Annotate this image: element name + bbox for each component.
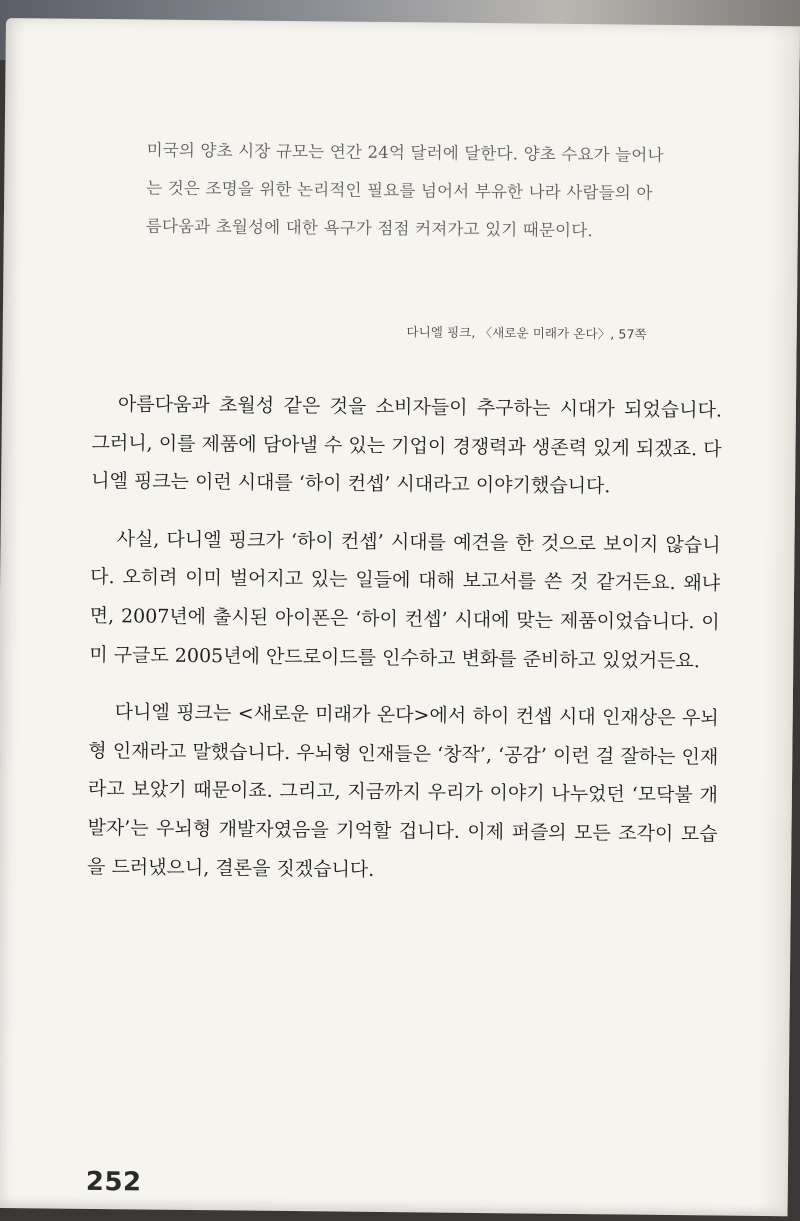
page-number: 252 [85,1166,142,1198]
epigraph-quote [146,131,667,250]
quote-text: 미국의 양초 시장 규모는 연간 24억 달러에 달한다. 양초 수요가 늘어나는 것은 조명을 위한 논리적인 필요를 넘어서 부유한 나라 사람들의 아름다움과 초월성에 대한 욕구가 점점 커져가고 있기 때문이다. [145,140,664,241]
body-text [87,385,722,912]
quote-source: 다니엘 핑크, 〈새로운 미래가 온다〉, 57쪽 [406,324,647,342]
book-page [0,18,800,1216]
paragraph: 아름다움과 초월성 같은 것을 소비자들이 추구하는 시대가 되었습니다. 그러니, 이를 제품에 담아낼 수 있는 기업이 경쟁력과 생존력 있게 되겠죠. 다니엘 핑크는 이런 시대를 ‘하이 컨셉’ 시대라고 이야기했습니다. [91,393,723,498]
paragraph: 다니엘 핑크는 <새로운 미래가 온다>에서 하이 컨셉 시대 인재상은 우뇌형 인재라고 말했습니다. 우뇌형 인재들은 ‘창작’, ‘공감’ 이런 걸 잘하는 인재라고 보았기 때문이죠. 그리고, 지금까지 우리가 이야기 나누었던 ‘모닥불 개발자’는 우뇌형 개발자였음을 기억할 겁니다. 이제 퍼즐의 모든 조각이 모습을 드러냈으니, 결론을 짓겠습니다. [87,701,719,881]
paragraph: 사실, 다니엘 핑크가 ‘하이 컨셉’ 시대를 예견을 한 것으로 보이지 않습니다. 오히려 이미 벌어지고 있는 일들에 대해 보고서를 쓴 것 같거든요. 왜냐면, 2007년에 출시된 아이폰은 ‘하이 컨셉’ 시대에 맞는 제품이었습니다. 이미 구글도 2005년에 안드로이드를 인수하고 변화를 준비하고 있었거든요. [89,527,721,672]
page-edge-shading [757,26,799,1216]
